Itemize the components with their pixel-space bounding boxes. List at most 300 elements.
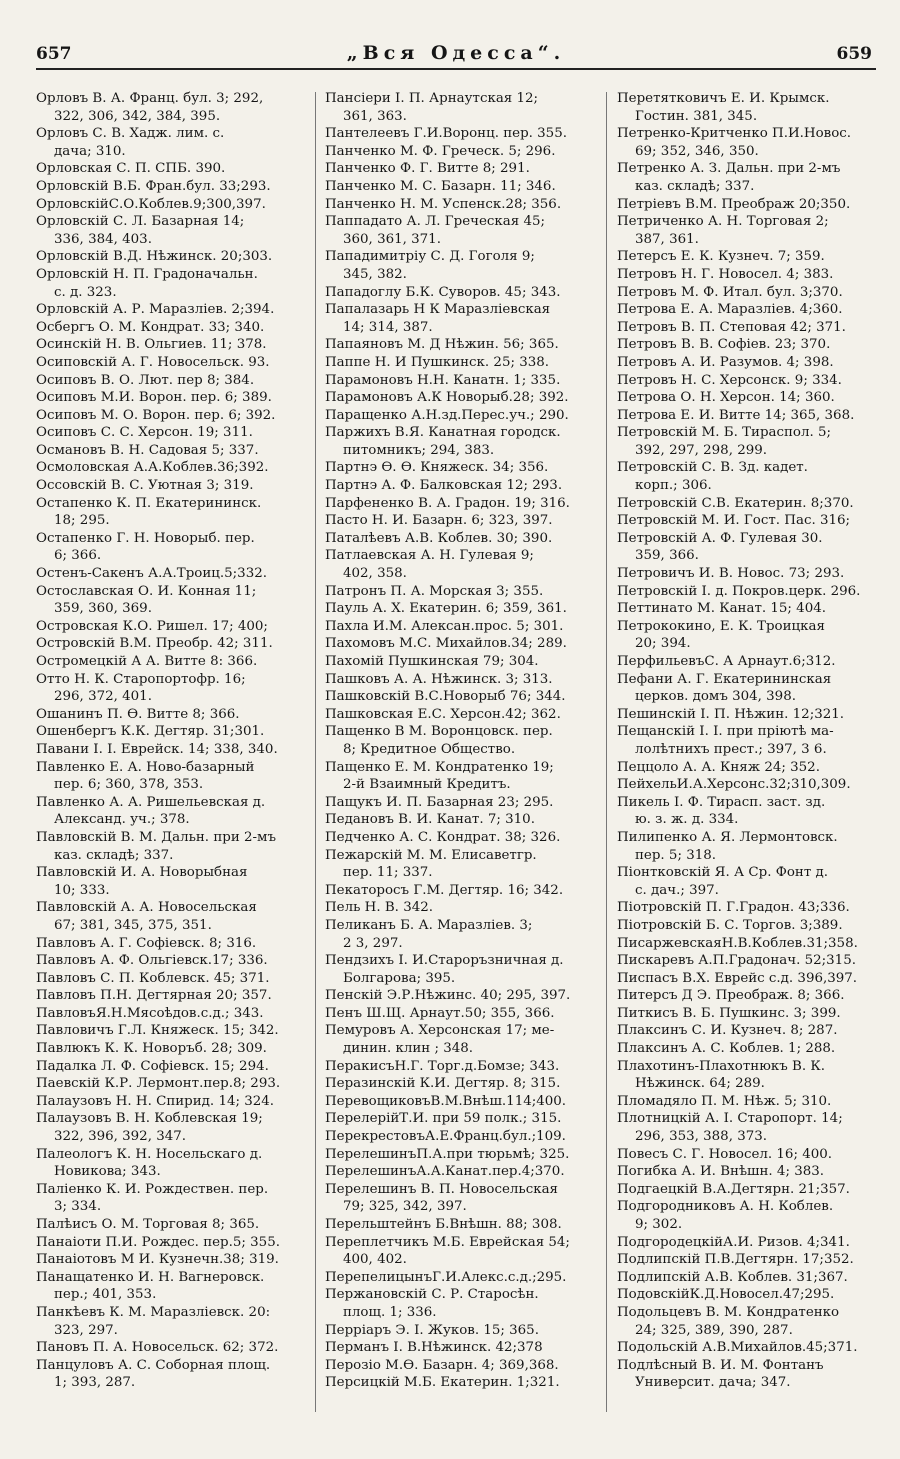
entry-line: Подольцевъ В. М. Кондратенко <box>617 1304 840 1320</box>
entry-line: Патронъ П. А. Морская 3; 355. <box>325 583 544 599</box>
entry-continuation: 69; 352, 346, 350. <box>635 143 759 159</box>
entry-line: Петриченко А. Н. Торговая 2; <box>617 214 829 230</box>
entry-line: Пашковъ А. А. Нѣжинск. 3; 313. <box>325 671 553 687</box>
entry-line: Ошанинъ П. Ѳ. Витте 8; 366. <box>36 706 240 722</box>
entry-continuation: 345, 382. <box>343 266 407 282</box>
column-2 <box>325 90 595 1392</box>
directory-entry <box>325 1339 595 1357</box>
entry-continuation: 3; 334. <box>54 1199 102 1215</box>
directory-entry <box>325 424 595 459</box>
entry-line: Подгаецкій В.А.Дегтярн. 21;357. <box>617 1181 850 1197</box>
directory-entry <box>36 829 304 864</box>
entry-line: Пещанскій І. І. при пріютѣ ма- <box>617 724 834 740</box>
directory-entry <box>617 935 887 953</box>
directory-entry <box>325 952 595 987</box>
entry-line: Питерсъ Д Э. Преображ. 8; 366. <box>617 988 845 1004</box>
directory-entry <box>325 987 595 1005</box>
entry-line: Пеццоло А. А. Княж 24; 352. <box>617 759 820 775</box>
entry-line: Палѣисъ О. М. Торговая 8; 365. <box>36 1217 260 1232</box>
entry-line: Перетятковичъ Е. И. Крымск. <box>617 91 830 106</box>
directory-entry <box>617 899 887 917</box>
entry-line: ПерфильевъС. А Арнаут.6;312. <box>617 654 836 669</box>
directory-entry <box>617 125 887 160</box>
entry-line: Панцуловъ А. С. Соборная площ. <box>36 1357 271 1373</box>
entry-continuation: 361, 363. <box>343 108 407 124</box>
directory-entry <box>617 1163 887 1181</box>
entry-line: Переплетчикъ М.Б. Еврейская 54; <box>325 1234 570 1250</box>
entry-continuation: ю. з. ж. д. 334. <box>635 812 739 828</box>
directory-entry <box>36 1005 304 1023</box>
entry-line: Пансіери І. П. Арнаутская 12; <box>325 91 539 106</box>
entry-continuation: 392, 297, 298, 299. <box>635 442 768 458</box>
entry-continuation: площ. 1; 336. <box>343 1304 437 1320</box>
directory-entry <box>617 970 887 988</box>
directory-entry <box>325 706 595 724</box>
entry-line: Панченко М. Ф. Греческ. 5; 296. <box>325 143 556 159</box>
directory-entry <box>617 407 887 425</box>
entry-continuation: 336, 384, 403. <box>54 231 152 247</box>
entry-line: Пауль А. Х. Екатерин. 6; 359, 361. <box>325 601 567 617</box>
entry-line: Отто Н. К. Старопортофр. 16; <box>36 671 246 687</box>
entry-line: Островскій В.М. Преобр. 42; 311. <box>36 636 273 652</box>
entry-continuation: 9; 302. <box>635 1217 683 1232</box>
entry-line: Орловская С. П. СПБ. 390. <box>36 161 226 177</box>
directory-entry <box>617 389 887 407</box>
column-divider <box>315 92 316 1412</box>
entry-line: Панченко М. С. Базарн. 11; 346. <box>325 178 556 194</box>
entry-line: Парфененко В. А. Градон. 19; 316. <box>325 495 570 511</box>
directory-entry <box>617 618 887 653</box>
entry-line: Панкѣевъ К. М. Маразліевск. 20: <box>36 1304 271 1320</box>
entry-line: Пежарскій М. М. Елисаветгр. <box>325 847 537 863</box>
entry-line: Подлѣсный В. И. М. Фонтанъ <box>617 1357 824 1373</box>
entry-line: Пенскій Э.Р.Нѣжинс. 40; 295, 397. <box>325 988 571 1004</box>
entry-continuation: с. дач.; 397. <box>635 882 719 898</box>
column-divider <box>606 92 607 1412</box>
directory-entry <box>325 389 595 407</box>
entry-line: Остославская О. И. Конная 11; <box>36 583 257 599</box>
directory-entry <box>36 319 304 337</box>
directory-entry <box>36 987 304 1005</box>
entry-line: Піотровскій П. Г.Градон. 43;336. <box>617 900 850 916</box>
entry-line: Пенъ Ш.Щ. Арнаут.50; 355, 366. <box>325 1005 555 1021</box>
entry-line: ПерелерійТ.И. при 59 полк.; 315. <box>325 1111 562 1127</box>
directory-entry <box>36 706 304 724</box>
entry-line: Павловъ А. Ф. Ольгіевск.17; 336. <box>36 953 268 969</box>
directory-entry <box>325 1110 595 1128</box>
entry-line: Осиповъ М. О. Ворон. пер. 6; 392. <box>36 407 276 423</box>
entry-line: Петрова Е. А. Маразліев. 4;360. <box>617 302 843 318</box>
entry-line: Османовъ В. Н. Садовая 5; 337. <box>36 442 259 458</box>
directory-entry <box>36 794 304 829</box>
entry-line: Паевскій К.Р. Лермонт.пер.8; 293. <box>36 1076 281 1092</box>
entry-line: Пащукъ И. П. Базарная 23; 295. <box>325 794 554 810</box>
entry-line: Пашковская Е.С. Херсон.42; 362. <box>325 706 561 722</box>
directory-entry <box>617 723 887 758</box>
entry-line: Петерсъ Е. К. Кузнеч. 7; 359. <box>617 249 825 265</box>
directory-entry <box>36 266 304 301</box>
entry-line: Подлипскій П.В.Дегтярн. 17;352. <box>617 1252 854 1268</box>
directory-entry <box>325 882 595 900</box>
directory-entry <box>325 794 595 812</box>
entry-line: Осиповъ В. О. Лют. пер 8; 384. <box>36 372 255 388</box>
directory-entry <box>617 213 887 248</box>
entry-line: Пановъ П. А. Новосельск. 62; 372. <box>36 1340 279 1356</box>
entry-line: Пашковскій В.С.Новорыб 76; 344. <box>325 689 566 705</box>
directory-entry <box>617 1304 887 1339</box>
directory-entry <box>617 671 887 706</box>
directory-entry <box>617 600 887 618</box>
entry-continuation: Гостин. 381, 345. <box>635 108 758 124</box>
entry-line: Пержановскій С. Р. Старосѣн. <box>325 1287 539 1303</box>
directory-entry <box>36 1022 304 1040</box>
entry-line: Петровскій С. В. Зд. кадет. <box>617 460 808 476</box>
entry-line: Пахла И.М. Алексан.прос. 5; 301. <box>325 618 564 634</box>
entry-line: Писпасъ В.Х. Еврейс с.д. 396,397. <box>617 970 858 986</box>
directory-entry <box>325 811 595 829</box>
directory-entry <box>325 547 595 582</box>
directory-entry <box>36 1075 304 1093</box>
entry-line: ПеревощиковъВ.М.Внѣш.114;400. <box>325 1093 567 1109</box>
directory-entry <box>617 987 887 1005</box>
directory-entry <box>325 495 595 513</box>
entry-line: Орловскій В.Б. Фран.бул. 33;293. <box>36 178 271 194</box>
directory-entry <box>325 143 595 161</box>
directory-entry <box>617 759 887 777</box>
entry-line: Павловскій И. А. Новорыбная <box>36 865 248 881</box>
entry-line: Петровъ А. И. Разумов. 4; 398. <box>617 354 834 370</box>
entry-line: ПеракисъН.Г. Торг.д.Бомзе; 343. <box>325 1058 560 1074</box>
entry-line: Пападимитріу С. Д. Гоголя 9; <box>325 249 535 265</box>
directory-entry <box>36 336 304 354</box>
directory-entry <box>325 653 595 671</box>
directory-entry <box>617 1198 887 1233</box>
directory-entry <box>325 1286 595 1321</box>
directory-entry <box>617 583 887 601</box>
entry-line: Павловъ П.Н. Дегтярная 20; 357. <box>36 988 272 1004</box>
entry-line: Павловичъ Г.Л. Княжеск. 15; 342. <box>36 1023 279 1039</box>
entry-continuation: 2 3, 297. <box>343 935 403 951</box>
directory-entry <box>617 917 887 935</box>
directory-entry <box>325 1005 595 1023</box>
entry-line: Осбергъ О. М. Кондрат. 33; 340. <box>36 319 265 335</box>
entry-line: Пефани А. Г. Екатерининская <box>617 671 832 687</box>
entry-continuation: 6; 366. <box>54 548 102 564</box>
directory-entry <box>36 1339 304 1357</box>
entry-line: Пискаревъ А.П.Градонач. 52;315. <box>617 953 856 969</box>
entry-line: Петровскій І. д. Покров.церк. 296. <box>617 583 861 599</box>
directory-entry <box>617 864 887 899</box>
directory-entry <box>617 653 887 671</box>
entry-line: ПейхельИ.А.Херсонс.32;310,309. <box>617 777 851 793</box>
entry-line: Пеликанъ Б. А. Маразліев. 3; <box>325 917 533 933</box>
directory-entry <box>617 1058 887 1093</box>
entry-line: Петровъ В. П. Степовая 42; 371. <box>617 319 846 335</box>
directory-entry <box>325 1269 595 1287</box>
entry-line: Паращенко А.Н.зд.Перес.уч.; 290. <box>325 407 569 423</box>
entry-line: Плаксинъ С. И. Кузнеч. 8; 287. <box>617 1023 838 1039</box>
entry-line: Подольскій А.В.Михайлов.45;371. <box>617 1340 858 1356</box>
directory-entry <box>617 1146 887 1164</box>
entry-line: Пломадяло П. М. Нѣж. 5; 310. <box>617 1093 832 1109</box>
directory-entry <box>325 1128 595 1146</box>
directory-entry <box>36 354 304 372</box>
entry-line: ПерепелицынъГ.И.Алекс.с.д.;295. <box>325 1269 567 1285</box>
entry-continuation: Университ. дача; 347. <box>635 1375 791 1391</box>
directory-entry <box>617 372 887 390</box>
page-header <box>36 40 876 68</box>
directory-entry <box>36 213 304 248</box>
entry-line: Петровъ М. Ф. Итал. бул. 3;370. <box>617 284 843 300</box>
directory-entry <box>617 1357 887 1392</box>
entry-line: Перазинскій К.И. Дегтяр. 8; 315. <box>325 1076 561 1092</box>
entry-line: Піотровскій Б. С. Торгов. 3;389. <box>617 917 843 933</box>
directory-entry <box>325 160 595 178</box>
directory-entry <box>325 196 595 214</box>
entry-line: Панченко Н. М. Успенск.28; 356. <box>325 196 562 212</box>
entry-line: Перманъ І. В.Нѣжинск. 42;378 <box>325 1340 543 1356</box>
entry-line: Педченко А. С. Кондрат. 38; 326. <box>325 829 561 845</box>
directory-entry <box>325 1075 595 1093</box>
directory-entry <box>617 284 887 302</box>
directory-entry <box>617 1181 887 1199</box>
entry-line: Пащенко В М. Воронцовск. пер. <box>325 724 553 740</box>
entry-continuation: 400, 402. <box>343 1252 407 1268</box>
entry-continuation: 79; 325, 342, 397. <box>343 1199 467 1215</box>
directory-entry <box>36 1216 304 1234</box>
entry-continuation: пер. 6; 360, 378, 353. <box>54 777 204 793</box>
entry-line: Палеологъ К. Н. Носельскаго д. <box>36 1146 263 1162</box>
directory-entry <box>36 442 304 460</box>
directory-entry <box>36 125 304 160</box>
directory-entry <box>36 301 304 319</box>
directory-entry <box>325 512 595 530</box>
directory-entry <box>617 1339 887 1357</box>
entry-line: Осиповъ М.И. Ворон. пер. 6; 389. <box>36 390 272 406</box>
entry-line: Пасто Н. И. Базарн. 6; 323, 397. <box>325 513 553 529</box>
entry-line: Парамоновъ А.К Новорыб.28; 392. <box>325 390 569 406</box>
directory-entry <box>617 565 887 583</box>
directory-entry <box>36 1110 304 1145</box>
entry-line: Пемуровъ А. Херсонская 17; ме- <box>325 1023 555 1039</box>
directory-entry <box>617 1022 887 1040</box>
directory-entry <box>36 372 304 390</box>
directory-entry <box>36 389 304 407</box>
directory-entry <box>325 1022 595 1057</box>
directory-entry <box>325 354 595 372</box>
entry-line: Пантелеевъ Г.И.Воронц. пер. 355. <box>325 126 567 142</box>
entry-line: Пахомій Пушкинская 79; 304. <box>325 654 539 669</box>
directory-entry <box>325 759 595 794</box>
directory-entry <box>617 336 887 354</box>
entry-line: Папаяновъ М. Д Нѣжин. 56; 365. <box>325 337 559 353</box>
directory-entry <box>325 301 595 336</box>
entry-continuation: 322, 396, 392, 347. <box>54 1129 187 1145</box>
entry-line: Педановъ В. И. Канат. 7; 310. <box>325 812 535 828</box>
directory-entry <box>325 600 595 618</box>
entry-line: Павловскій В. М. Дальн. при 2-мъ <box>36 829 276 845</box>
entry-continuation: 359, 366. <box>635 548 699 564</box>
entry-continuation: Болгарова; 395. <box>343 970 456 986</box>
directory-entry <box>617 266 887 284</box>
directory-entry <box>36 635 304 653</box>
directory-entry <box>617 829 887 864</box>
directory-entry <box>36 864 304 899</box>
entry-continuation: 2-й Взаимный Кредитъ. <box>343 777 511 793</box>
entry-line: ПерелешинъА.А.Канат.пер.4;370. <box>325 1164 565 1180</box>
directory-entry <box>325 1146 595 1164</box>
entry-line: Оссовскій В. С. Уютная 3; 319. <box>36 478 254 494</box>
directory-entry <box>36 407 304 425</box>
directory-entry <box>325 407 595 425</box>
directory-entry <box>617 512 887 530</box>
entry-line: Перелешинъ В. П. Новосельская <box>325 1181 559 1197</box>
directory-entry <box>617 495 887 513</box>
entry-line: Повесъ С. Г. Новосел. 16; 400. <box>617 1146 833 1162</box>
directory-entry <box>36 1181 304 1216</box>
directory-entry <box>617 301 887 319</box>
entry-line: Пель Н. В. 342. <box>325 900 434 916</box>
entry-line: Панаіоти П.И. Рождес. пер.5; 355. <box>36 1234 280 1250</box>
directory-entry <box>325 530 595 548</box>
entry-continuation: дача; 310. <box>54 143 126 159</box>
directory-entry <box>325 829 595 847</box>
entry-line: Паппе Н. И Пушкинск. 25; 338. <box>325 354 550 370</box>
directory-entry <box>325 1181 595 1216</box>
directory-entry <box>36 495 304 530</box>
entry-line: Петренко-Критченко П.И.Новос. <box>617 126 852 142</box>
entry-line: Панаіотовъ М И. Кузнечн.38; 319. <box>36 1252 279 1268</box>
entry-continuation: 1; 393, 287. <box>54 1375 136 1391</box>
directory-entry <box>36 459 304 477</box>
entry-line: ПодовскійК.Д.Новосел.47;295. <box>617 1287 835 1303</box>
directory-entry <box>36 671 304 706</box>
directory-entry <box>617 1269 887 1287</box>
entry-continuation: пер. 5; 318. <box>635 847 717 863</box>
directory-entry <box>617 248 887 266</box>
entry-line: Островская К.О. Ришел. 17; 400; <box>36 618 268 634</box>
entry-line: Пападоглу Б.К. Суворов. 45; 343. <box>325 284 561 300</box>
directory-entry <box>36 1269 304 1304</box>
entry-line: ПисаржевскаяН.В.Коблев.31;358. <box>617 935 858 951</box>
entry-line: Питкисъ В. Б. Пушкинс. 3; 399. <box>617 1005 841 1021</box>
entry-line: Партнэ Ѳ. Ѳ. Княжеск. 34; 356. <box>325 460 549 476</box>
entry-continuation: Александ. уч.; 378. <box>54 812 190 828</box>
directory-entry <box>36 759 304 794</box>
directory-entry <box>325 635 595 653</box>
entry-continuation: 67; 381, 345, 375, 351. <box>54 917 212 933</box>
directory-entry <box>617 319 887 337</box>
entry-continuation: 8; Кредитное Общество. <box>343 741 516 757</box>
directory-entry <box>617 160 887 195</box>
directory-entry <box>617 90 887 125</box>
entry-line: Остромецкій А А. Витте 8: 366. <box>36 654 258 669</box>
page-number-left: 657 <box>36 44 72 64</box>
directory-entry <box>617 1234 887 1252</box>
entry-line: Остапенко Г. Н. Новорыб. пер. <box>36 530 255 546</box>
entry-line: Осмоловская А.А.Коблев.36;392. <box>36 460 269 476</box>
entry-line: Петровъ Н. Г. Новосел. 4; 383. <box>617 266 834 282</box>
directory-entry <box>36 160 304 178</box>
entry-line: ПерекрестовъА.Е.Франц.бул.;109. <box>325 1129 566 1145</box>
entry-line: Паталѣевъ А.В. Коблев. 30; 390. <box>325 530 553 546</box>
entry-line: ПавловъЯ.Н.Мясоѣдов.с.д.; 343. <box>36 1005 264 1021</box>
running-title: „Вся Одесса“. <box>346 42 566 64</box>
entry-line: Павловъ А. Г. Софіевск. 8; 316. <box>36 935 257 951</box>
directory-entry <box>617 1251 887 1269</box>
directory-entry <box>36 1251 304 1269</box>
entry-continuation: 10; 333. <box>54 882 110 898</box>
directory-entry <box>36 952 304 970</box>
directory-entry <box>36 741 304 759</box>
entry-line: Паппадато А. Л. Греческая 45; <box>325 214 546 230</box>
directory-entry <box>36 583 304 618</box>
entry-line: Подгородниковъ А. Н. Коблев. <box>617 1199 834 1215</box>
entry-line: ОрловскійС.О.Коблев.9;300,397. <box>36 196 266 212</box>
entry-line: Плахотинъ-Плахотнюкъ В. К. <box>617 1058 825 1074</box>
entry-line: Пешинскій І. П. Нѣжин. 12;321. <box>617 706 845 722</box>
entry-continuation: 296, 372, 401. <box>54 689 152 705</box>
column-1 <box>36 90 304 1392</box>
entry-continuation: с. д. 323. <box>54 284 117 300</box>
directory-entry <box>617 530 887 565</box>
directory-entry <box>325 1058 595 1076</box>
directory-entry <box>36 935 304 953</box>
entry-line: Парамоновъ Н.Н. Канатн. 1; 335. <box>325 372 561 388</box>
directory-entry <box>36 1234 304 1252</box>
entry-line: Патлаевская А. Н. Гулевая 9; <box>325 548 534 564</box>
entry-line: Петрова Е. И. Витте 14; 365, 368. <box>617 407 855 423</box>
entry-continuation: 18; 295. <box>54 513 110 529</box>
entry-line: Осинскій Н. В. Ольгиев. 11; 378. <box>36 337 267 353</box>
entry-line: Осиповъ С. С. Херсон. 19; 311. <box>36 425 253 441</box>
entry-continuation: корп.; 306. <box>635 478 712 494</box>
entry-continuation: 296, 353, 388, 373. <box>635 1129 768 1145</box>
entry-line: Петтинато М. Канат. 15; 404. <box>617 601 826 617</box>
entry-line: Партнэ А. Ф. Балковская 12; 293. <box>325 478 563 494</box>
directory-entry <box>617 354 887 372</box>
directory-entry <box>617 776 887 794</box>
directory-entry <box>36 899 304 934</box>
entry-line: Палаузовъ Н. Н. Спирид. 14; 324. <box>36 1093 275 1109</box>
directory-entry <box>617 1093 887 1111</box>
directory-entry <box>325 847 595 882</box>
entry-line: Петровскій С.В. Екатерин. 8;370. <box>617 495 854 511</box>
directory-entry <box>325 917 595 952</box>
entry-line: Павлюкъ К. К. Новоръб. 28; 309. <box>36 1041 267 1057</box>
entry-line: Пендзихъ І. И.Староръзничная д. <box>325 953 564 969</box>
directory-entry <box>36 530 304 565</box>
entry-line: Орловскій Н. П. Градоначальн. <box>36 266 258 282</box>
entry-line: Плотницкій А. І. Старопорт. 14; <box>617 1111 843 1127</box>
directory-entry <box>325 125 595 143</box>
directory-entry <box>325 459 595 477</box>
directory-entry <box>36 178 304 196</box>
directory-entry <box>36 90 304 125</box>
entry-line: Погибка А. И. Внѣшн. 4; 383. <box>617 1164 825 1180</box>
entry-line: Паліенко К. И. Рождествен. пер. <box>36 1181 269 1197</box>
directory-entry <box>617 424 887 459</box>
directory-entry <box>36 1040 304 1058</box>
entry-line: Петровскій М. И. Гост. Пас. 316; <box>617 513 851 529</box>
entry-line: Петровичъ И. В. Новос. 73; 293. <box>617 566 845 582</box>
entry-continuation: 402, 358. <box>343 566 407 582</box>
entry-line: Петровскій А. Ф. Гулевая 30. <box>617 530 823 546</box>
entry-line: Пащенко Е. М. Кондратенко 19; <box>325 759 554 775</box>
directory-entry <box>325 284 595 302</box>
entry-line: Пикель І. Ф. Тирасп. заст. зд. <box>617 794 826 810</box>
entry-continuation: пер.; 401, 353. <box>54 1287 157 1303</box>
